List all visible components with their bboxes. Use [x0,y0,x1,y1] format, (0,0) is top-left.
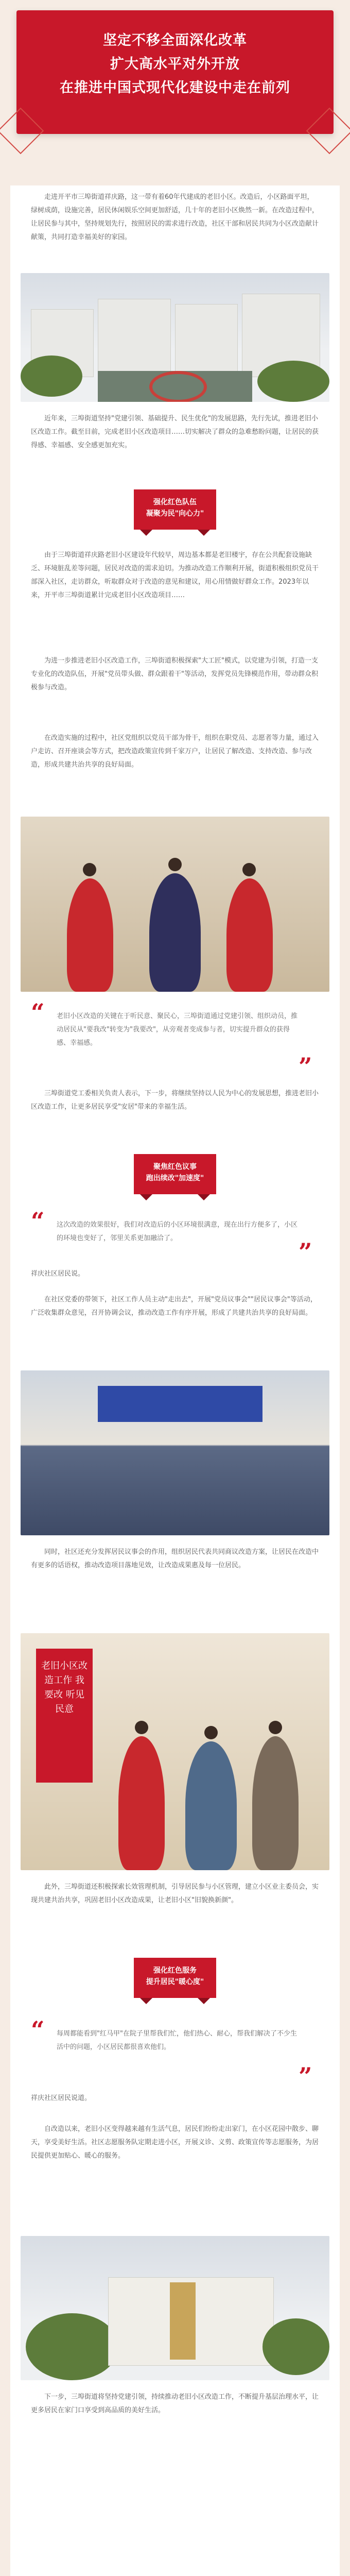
photo-renovated-buildings [21,2236,329,2380]
section-1-paragraph-3: 在改造实施的过程中，社区党组织以党员干部为骨干，组织在职党员、志愿者等力量，通过入户走访、召开座谈会等方式，把改造政策宣传到千家万户，让居民了解改造、支持改造、参与改造，形成共建共治共享的良好局面。 [31,734,319,769]
decor-diamond-left [0,108,44,155]
header-card [16,10,334,134]
section-3-intro: 祥庆社区居民说道。 [31,2094,92,2102]
quote-close-icon: ” [299,1053,312,1080]
photo-outreach-booth [21,1633,329,1870]
page-title [16,29,334,100]
decor-diamond-right [306,108,350,155]
section-3-paragraph-1: 自改造以来，老旧小区变得越来越有生活气息，居民们纷纷走出家门，在小区花园中散步、聊天，享受美好生活。社区志愿服务队定期走进小区，开展义诊、义剪、政策宣传等志愿服务，为居民提供更加贴心、暖心的服务。 [31,2125,319,2160]
intro-paragraph-1: 走进开平市三埠街道祥庆路，这一带有着60年代建成的老旧小区。改造后，小区路面平坦，绿树成荫，设施完善，居民休闲娱乐空间更加舒适，几十年的老旧小区焕然一新。在改造过程中，让居民参与其中，坚持规划先行，按照居民的需求进行改造，社区干部和居民共同为小区改造献计献策，共同打造幸福美好的家园。 [31,193,319,241]
article-body [10,185,340,2576]
section-3-paragraph-2: 下一步，三埠街道将坚持党建引领，持续推动老旧小区改造工作，不断提升基层治理水平，让更多居民在家门口享受到高品质的美好生活。 [31,2393,319,2414]
photo-volunteers-visit [21,817,329,992]
rollup-banner: 老旧小区改造工作 我要改 听见民意 [36,1649,93,1783]
title-line-1: 坚定不移全面深化改革 [103,32,247,48]
title-line-2: 扩大高水平对外开放 [110,56,240,72]
section-3-quote: 每周都能看到"红马甲"在院子里帮我们忙，他们热心、耐心，帮我们解决了不少生活中的问题，小区居民都很喜欢他们。 [57,2030,297,2051]
photo-resident-meeting [21,1370,329,1535]
quote-close-icon: ” [299,1238,312,1266]
section-1-quote: 老旧小区改造的关键在于听民意、聚民心，三埠街道通过党建引领、组织动员，推动居民从"要我改"转变为"我要改"，从旁观者变成参与者，切实提升群众的获得感、幸福感。 [57,1012,298,1047]
photo-aerial-community [21,273,329,402]
intro-paragraph-2: 近年来，三埠街道坚持"党建引领、基础提升、民生优化"的发展思路，先行先试，推进老旧小区改造工作。截至目前，完成老旧小区改造项目……切实解决了群众的急难愁盼问题，让居民的获得感、幸福感、安全感更加充实。 [31,415,319,449]
section-1-paragraph-2: 为进一步推进老旧小区改造工作，三埠街道积极探索"大工匠"模式，以党建为引领，打造一支专业化的改造队伍，开展"党员带头做、群众跟着干"等活动，发挥党员先锋模范作用，带动群众积极参与改造。 [31,657,318,691]
quote-open-icon: “ [31,998,45,1026]
section-2-quote: 这次改造的效果很好，我们对改造后的小区环境很满意，现在出行方便多了，小区的环境也变好了，邻里关系更加融洽了。 [57,1221,298,1242]
title-line-3: 在推进中国式现代化建设中走在前列 [60,80,290,96]
section-2-after: 此外，三埠街道还积极探索长效管理机制，引导居民参与小区管理，建立小区业主委员会，实现共建共治共享，巩固老旧小区改造成果，让老旧小区"旧貌换新颜"。 [31,1883,319,1904]
meeting-banner [98,1386,262,1422]
quote-open-icon: “ [31,2016,45,2044]
header-banner [0,0,350,170]
section-1-badge: 强化红色队伍 凝聚为民"向心力" [134,489,216,530]
section-1-paragraph-1: 由于三埠街道祥庆路老旧小区建设年代较早，周边基本都是老旧楼宇，存在公共配套设施缺乏、环境脏乱差等问题，居民对改造的需求迫切。为推动改造工作顺利开展，街道积极组织党员干部深入社区，走访群众，听取群众对于改造的意见和建议，用心用情做好群众工作。2023年以来，开平市三埠街道累计完成老旧小区改造项目…… [31,551,319,599]
section-2-paragraph-1: 在社区党委的带领下，社区工作人员主动"走出去"，开展"党员议事会""居民议事会"等活动，广泛收集群众意见，召开协调会议，推动改造工作有序开展，形成了共建共治共享的良好局面。 [31,1296,317,1317]
section-2-intro: 祥庆社区居民说。 [31,1270,85,1278]
section-1-after: 三埠街道党工委相关负责人表示，下一步，将继续坚持以人民为中心的发展思想，推进老旧小区改造工作，让更多居民享受"安居"带来的幸福生活。 [31,1090,319,1111]
section-3-badge: 强化红色服务 提升居民"暖心度" [134,1958,216,1998]
quote-open-icon: “ [31,1207,45,1235]
section-2-badge: 聚焦红色议事 跑出续改"加速度" [134,1154,216,1194]
quote-close-icon: ” [299,2062,312,2090]
section-2-paragraph-2: 同时，社区还充分发挥居民议事会的作用，组织居民代表共同商议改造方案，让居民在改造中有更多的话语权，推动改造项目落地见效，让改造成果惠及每一位居民。 [31,1548,319,1569]
